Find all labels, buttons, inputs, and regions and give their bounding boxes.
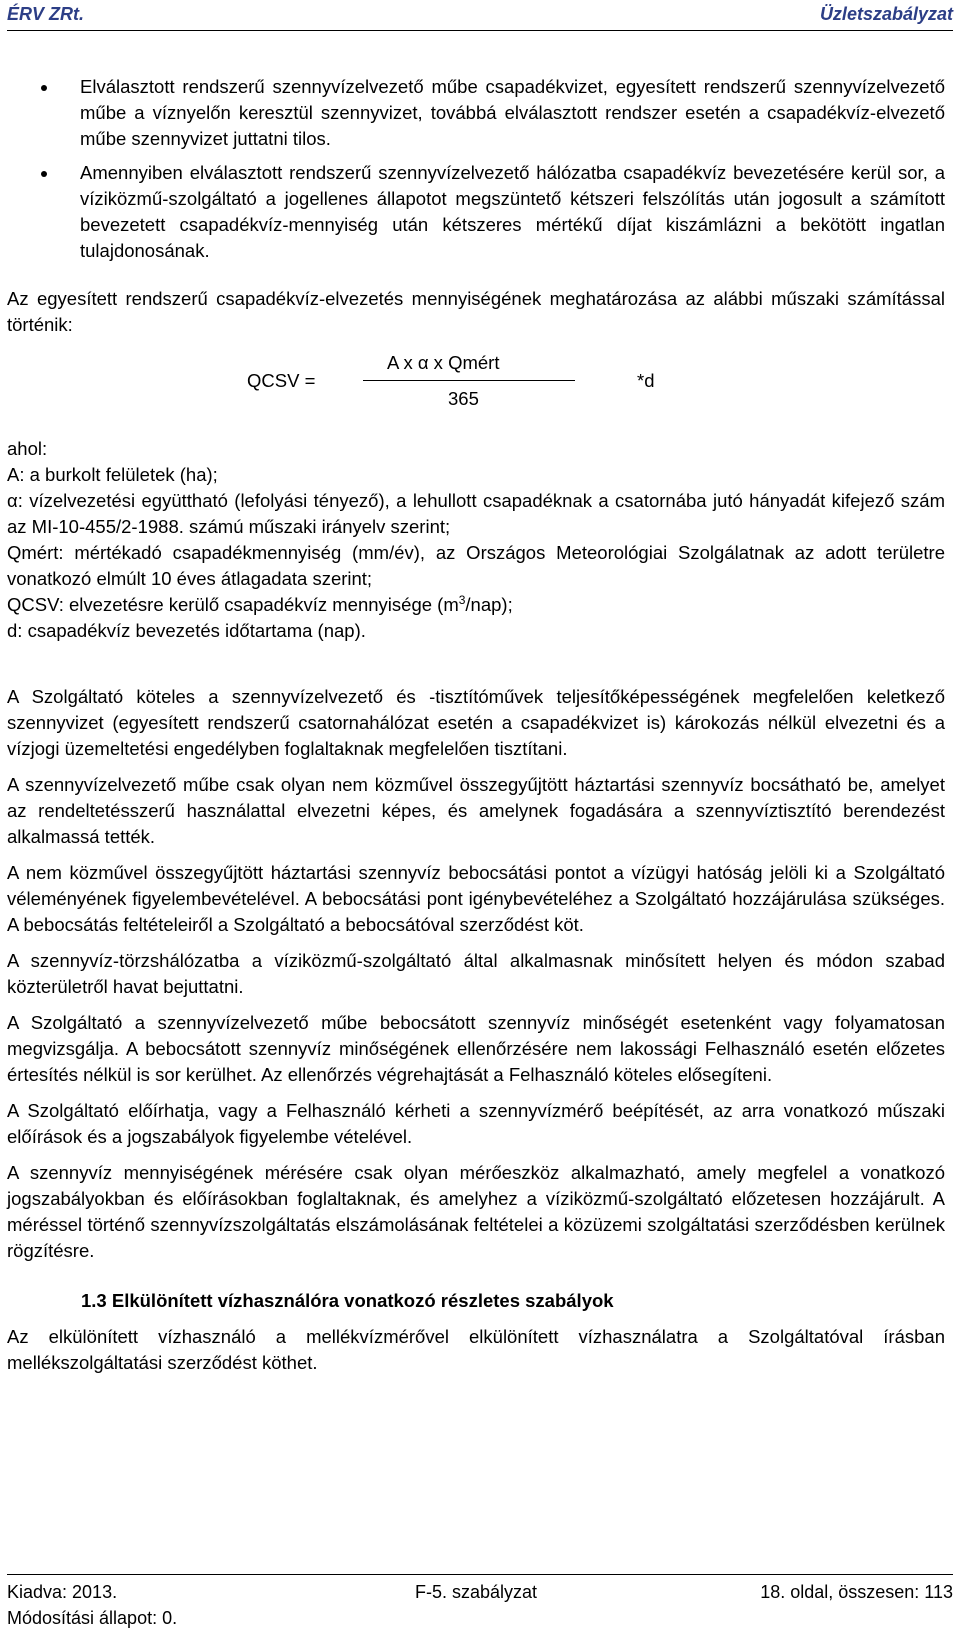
page-number: 18. oldal, összesen: 113 [760, 1582, 953, 1602]
paragraph: A Szolgáltató előírhatja, vagy a Felhasználó kérheti a szennyvízmérő beépítését, az arra vonatkozó műszaki előírások és a jogszabályok figyelembe vételével. [7, 1100, 945, 1147]
definition-a: A: a burkolt felületek (ha); [7, 464, 218, 485]
bullet-icon [41, 171, 47, 177]
intro-paragraph: Az egyesített rendszerű csapadékvíz-elvezetés mennyiségének meghatározása az alábbi műszaki számítással történik: [7, 288, 945, 335]
definitions [7, 436, 945, 644]
company-name: ÉRV ZRt. [7, 4, 85, 24]
formula [7, 352, 945, 432]
definition-alpha: α: vízelvezetési együttható (lefolyási tényező), a lehullott csapadéknak a csatornába jutó hányadát kifejező szám az MI-10-455/2-1988. számú műszaki irányelv szerint; [7, 490, 945, 537]
issue-date: Kiadva: 2013. [7, 1582, 118, 1602]
formula-multiplier: *d [637, 370, 655, 391]
section-heading: 1.3 Elkülönített vízhasználóra vonatkozó részletes szabályok [81, 1290, 614, 1311]
page-footer [7, 1574, 953, 1627]
formula-numerator: A x α x Qmért [387, 352, 500, 373]
definition-qcsv: QCSV: elvezetésre kerülő csapadékvíz mennyisége $(m^3/nap)$; [7, 592, 513, 615]
page-content [7, 74, 945, 1386]
section-paragraph: Az elkülönített vízhasználó a mellékvízmérővel elkülönített vízhasználatra a Szolgáltatóval írásban mellékszolgáltatási szerződést köthet. [7, 1326, 945, 1373]
list-item: Amennyiben elválasztott rendszerű szennyvízelvezető hálózatba csapadékvíz bevezetésére kerül sor, a víziközmű-szolgáltató a jogellenes állapotot megszüntető kétszeri felszólítás után jogosult a számított bevezetett csapadékvíz-mennyiség után kétszeres mértékű díjat kiszámlázni a bekötött ingatlan tulajdonosának. [7, 160, 945, 264]
page-header [7, 0, 953, 31]
paragraph: A nem közművel összegyűjtött háztartási szennyvíz bebocsátási pontot a vízügyi hatóság jelöli ki a Szolgáltató véleményének figyelembevételével. A bebocsátási pont igénybevételéhez a Szolgáltató hozzájárulása szükséges. A bebocsátás feltételeiről a Szolgáltató a bebocsátóval szerződést köt. [7, 862, 945, 935]
paragraph: A szennyvízelvezető műbe csak olyan nem közművel összegyűjtött háztartási szennyvíz bocsátható be, amelyet az rendeltetésszerű használattal elvezetni képes, és amelynek fogadására a szennyvíztisztító berendezést alkalmassá tették. [7, 774, 945, 847]
paragraph: A Szolgáltató köteles a szennyvízelvezető és -tisztítóművek teljesítőképességének megfelelően keletkező szennyvizet (egyesített rendszerű csatornahálózat esetén a csapadékvizet is) károkozás nélkül elvezetni és a vízjogi üzemeltetési engedélyben foglaltaknak megfelelően tisztítani. [7, 686, 945, 759]
rule-reference: F-5. szabályzat [415, 1582, 538, 1602]
formula-denominator: 365 [448, 388, 479, 409]
fraction-bar [363, 380, 575, 381]
definition-d: d: csapadékvíz bevezetés időtartama (nap). [7, 620, 366, 641]
definition-qmert: Qmért: mértékadó csapadékmennyiség (mm/év), az Országos Meteorológiai Szolgálatnak az adott területre vonatkozó elmúlt 10 éves átlagadata szerint; [7, 542, 945, 589]
definition-intro: ahol: [7, 438, 48, 459]
paragraph: A Szolgáltató a szennyvízelvezető műbe bebocsátott szennyvíz minőségét esetenként vagy folyamatosan megvizsgálja. A bebocsátott szennyvíz minőségének ellenőrzésére nem lakossági Felhasználó esetén előzetes értesítés nélkül is sor kerülhet. Az ellenőrzés végrehajtását a Felhasználó köteles elősegíteni. [7, 1012, 945, 1085]
modification-status: Módosítási állapot: 0. [7, 1608, 178, 1628]
paragraph: A szennyvíz-törzshálózatba a víziközmű-szolgáltató által alkalmasnak minősített helyen és módon szabad közterületről havat bejuttatni. [7, 950, 945, 997]
bullet-icon [41, 85, 47, 91]
formula-lhs: QCSV = [247, 370, 316, 391]
bullet-list [7, 74, 945, 264]
list-item: Elválasztott rendszerű szennyvízelvezető műbe csapadékvizet, egyesített rendszerű szennyvízelvezető műbe a víznyelőn keresztül szennyvizet, továbbá elválasztott rendszer esetén a csapadékvíz-elvezető műbe szennyvizet juttatni tilos. [7, 74, 945, 152]
document-title: Üzletszabályzat [819, 4, 953, 24]
paragraph: A szennyvíz mennyiségének mérésére csak olyan mérőeszköz alkalmazható, amely megfelel a vonatkozó jogszabályokban és előírásokban foglaltaknak, és amelyhez a víziközmű-szolgáltató előzetesen hozzájárult. A méréssel történő szennyvízszolgáltatás elszámolásának feltételei a közüzemi szolgáltatási szerződésben kerülnek rögzítésre. [7, 1162, 945, 1261]
